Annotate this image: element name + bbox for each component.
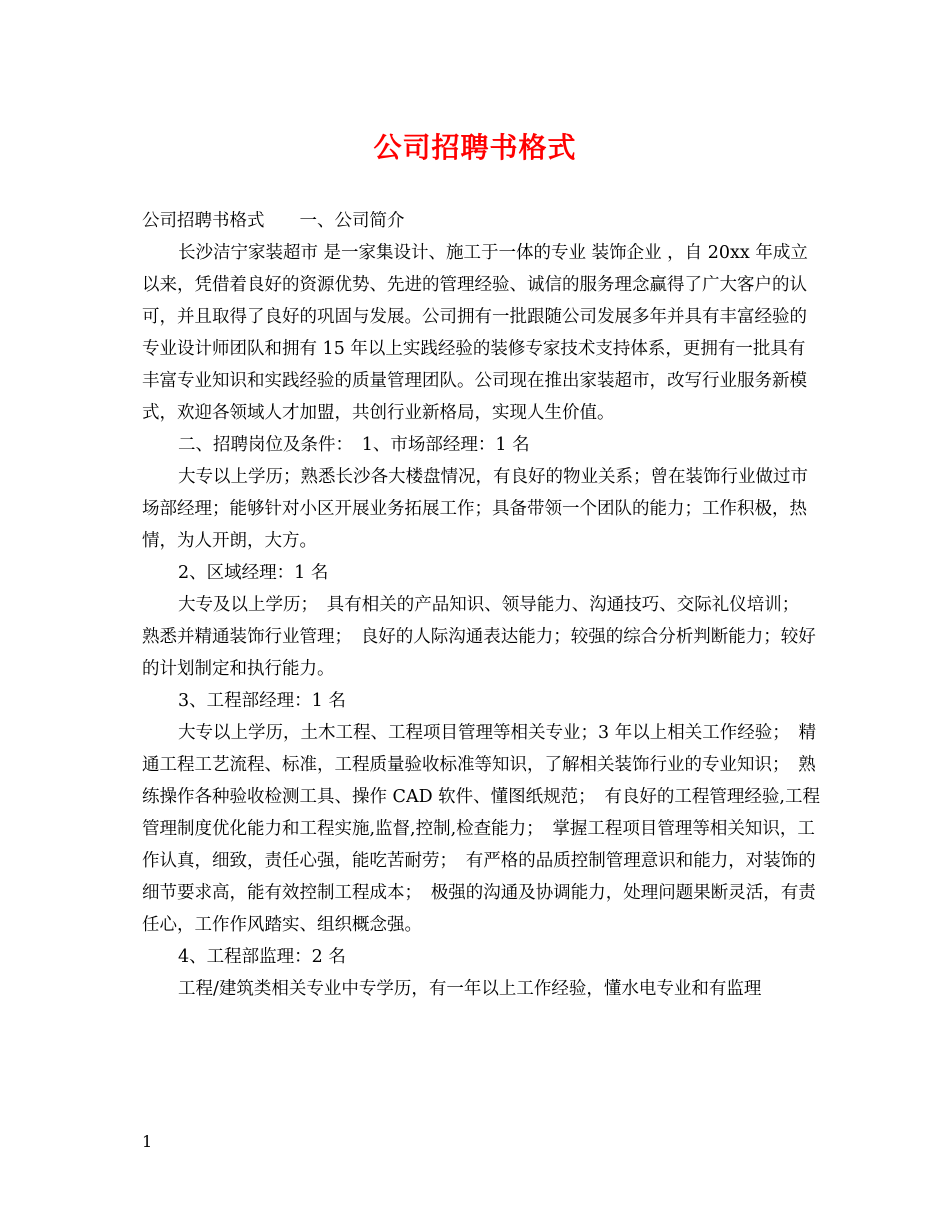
- document-title: 公司招聘书格式: [373, 131, 577, 164]
- position-heading-engineering-manager: 3、工程部经理：1 名: [178, 691, 346, 711]
- company-intro-paragraph: 长沙洁宁家装超市 是一家集设计、施工于一体的专业 装饰企业 ，自 20xx 年成立以来，凭借着良好的资源优势、先进的管理经验、诚信的服务理念赢得了广大客户的认可，并且取得了良好的巩固与发展。公司拥有一批跟随公司发展多年并具有丰富经验的专业设计师团队和拥有 15 年以上实践经验的装修专家技术支持体系，更拥有一批具有丰富专业知识和实践经验的质量管理团队。公司现在推出家装超市，改写行业服务新模式，欢迎各领域人才加盟，共创行业新格局，实现人生价值。: [142, 243, 808, 423]
- section-heading-intro: 公司招聘书格式 一、公司简介: [142, 211, 405, 231]
- engineering-supervisor-requirements: 工程/建筑类相关专业中专学历，有一年以上工作经验，懂水电专业和有监理: [178, 979, 762, 999]
- section-heading-positions: 二、招聘岗位及条件： 1、市场部经理：1 名: [178, 435, 530, 455]
- document-body: [142, 205, 822, 1005]
- engineering-manager-requirements: 大专以上学历，土木工程、工程项目管理等相关专业；3 年以上相关工作经验； 精通工程工艺流程、标准，工程质量验收标准等知识，了解相关装饰行业的专业知识； 熟练操作各种验收检测工具、操作 CAD 软件、懂图纸规范； 有良好的工程管理经验,工程管理制度优化能力和工程实施,监督,控制,检查能力； 掌握工程项目管理等相关知识，工作认真，细致，责任心强，能吃苦耐劳； 有严格的品质控制管理意识和能力，对装饰的细节要求高，能有效控制工程成本； 极强的沟通及协调能力，处理问题果断灵活，有责任心，工作作风踏实、组织概念强。: [142, 723, 820, 935]
- area-manager-requirements: 大专及以上学历； 具有相关的产品知识、领导能力、沟通技巧、交际礼仪培训； 熟悉并精通装饰行业管理； 良好的人际沟通表达能力；较强的综合分析判断能力；较好的计划制定和执行能力。: [142, 595, 816, 679]
- page-number: 1: [142, 1132, 153, 1151]
- position-heading-area-manager: 2、区域经理：1 名: [178, 563, 329, 583]
- market-manager-requirements: 大专以上学历；熟悉长沙各大楼盘情况，有良好的物业关系；曾在装饰行业做过市场部经理；能够针对小区开展业务拓展工作；具备带领一个团队的能力；工作积极，热情，为人开朗，大方。: [142, 467, 808, 551]
- position-heading-engineering-supervisor: 4、工程部监理：2 名: [178, 947, 346, 967]
